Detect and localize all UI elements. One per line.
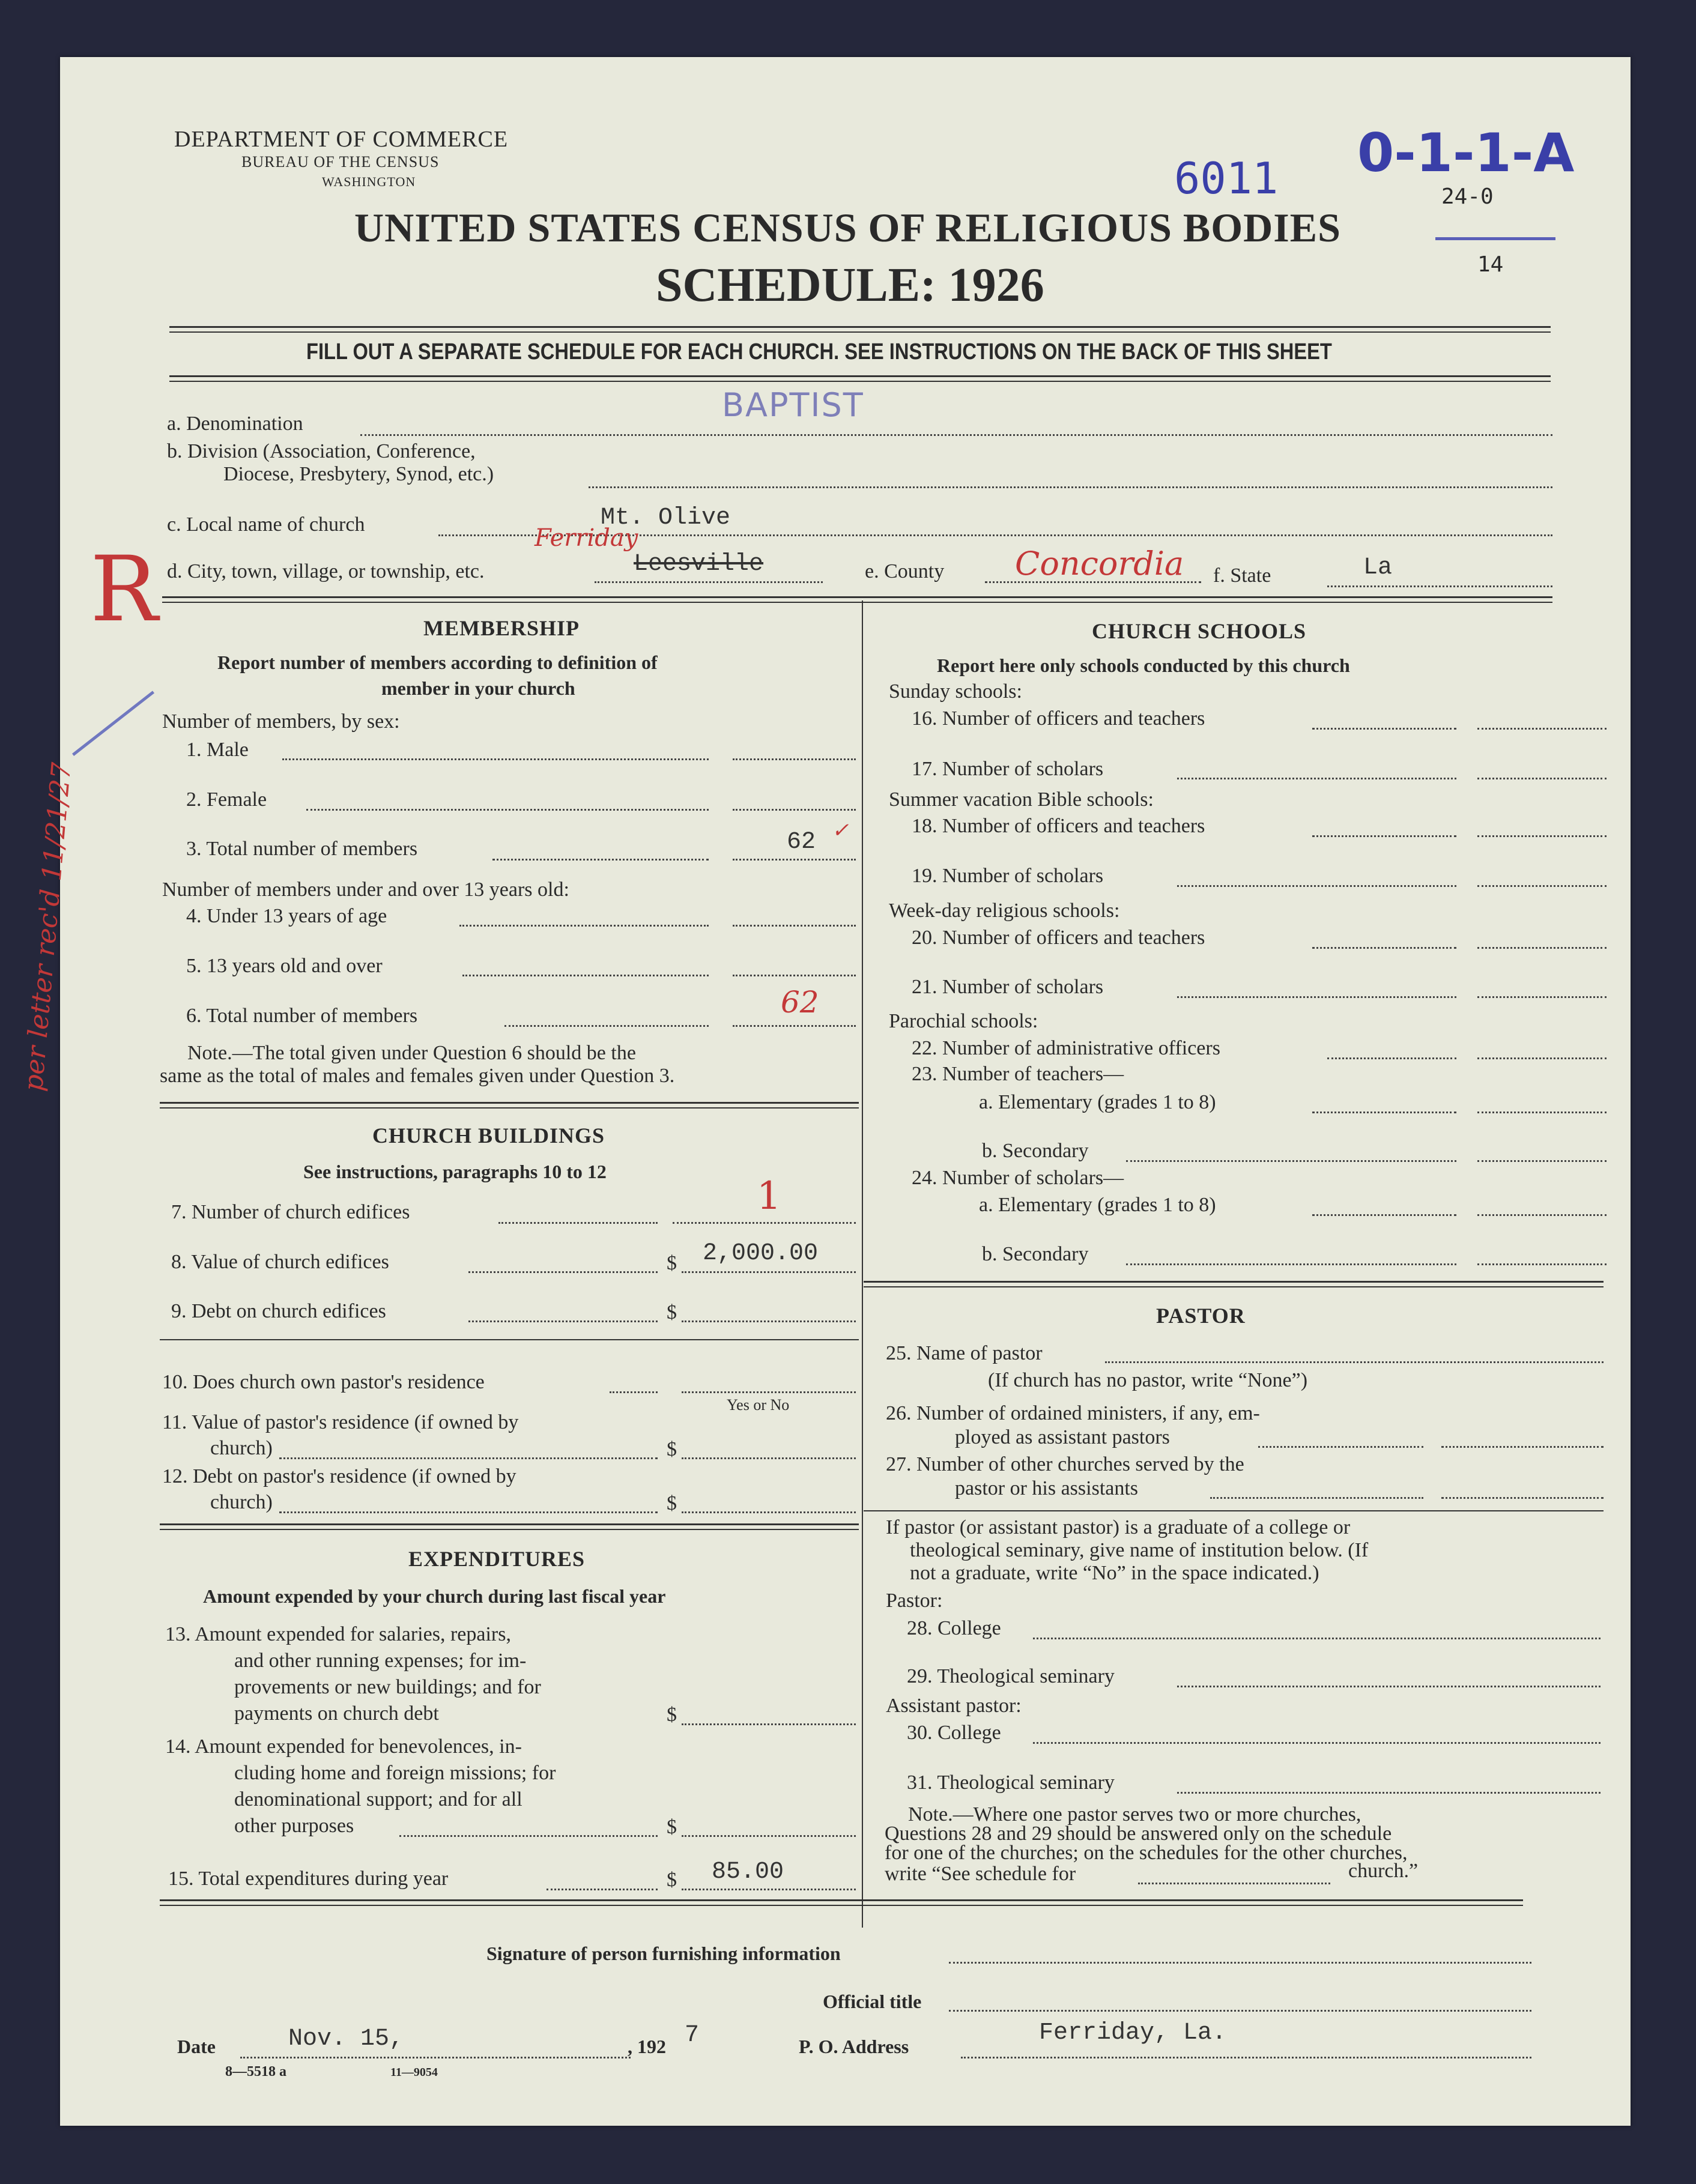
q24a-leader <box>1312 1214 1456 1216</box>
q12-dollar: $ <box>667 1492 677 1514</box>
q31-label: 31. Theological seminary <box>907 1771 1115 1794</box>
q29-label: 29. Theological seminary <box>907 1665 1115 1687</box>
q7-field[interactable] <box>673 1222 856 1224</box>
q10-hint: Yes or No <box>727 1396 790 1414</box>
q1-field[interactable] <box>733 758 856 760</box>
q18-field[interactable] <box>1477 835 1607 837</box>
pastor-note-4b: church.” <box>1348 1860 1419 1882</box>
q26-label-2: ployed as assistant pastors <box>955 1426 1170 1448</box>
q18-leader <box>1312 835 1456 837</box>
po-address-field[interactable] <box>961 2057 1531 2058</box>
schools-rule <box>864 1281 1604 1287</box>
signature-label: Signature of person furnishing information <box>486 1943 841 1964</box>
pastor-title: PASTOR <box>1156 1304 1246 1328</box>
q14-line-1: 14. Amount expended for benevolences, in- <box>165 1735 522 1758</box>
q23b-leader <box>1126 1160 1456 1162</box>
q26-field[interactable] <box>1441 1446 1604 1448</box>
q11-leader <box>279 1457 658 1459</box>
q23-label: 23. Number of teachers— <box>912 1063 1124 1085</box>
q5-label: 5. 13 years old and over <box>186 955 383 977</box>
q9-label: 9. Debt on church edifices <box>171 1300 386 1322</box>
q15-dollar: $ <box>667 1869 677 1891</box>
q19-label: 19. Number of scholars <box>912 865 1104 887</box>
q30-field[interactable] <box>1033 1742 1601 1744</box>
q13-line-2: and other running expenses; for im- <box>234 1650 527 1672</box>
q24a-field[interactable] <box>1477 1214 1607 1216</box>
q8-field[interactable] <box>682 1271 856 1273</box>
dept-name: DEPARTMENT OF COMMERCE <box>174 127 509 152</box>
signature-field[interactable] <box>949 1962 1531 1964</box>
q14-line-2: cluding home and foreign missions; for <box>234 1762 556 1784</box>
q20-label: 20. Number of officers and teachers <box>912 927 1205 949</box>
q16-label: 16. Number of officers and teachers <box>912 707 1205 730</box>
q23a-field[interactable] <box>1477 1112 1607 1113</box>
reviewer-initial: R <box>90 537 158 642</box>
q30-label: 30. College <box>907 1722 1001 1744</box>
q11-field[interactable] <box>682 1457 856 1459</box>
q15-label: 15. Total expenditures during year <box>168 1868 449 1890</box>
q28-field[interactable] <box>1033 1638 1601 1639</box>
po-address-value: Ferriday, La. <box>1039 2019 1227 2046</box>
church-name-label: c. Local name of church <box>167 513 365 536</box>
form-number: 8—5518 a <box>225 2064 286 2080</box>
q6-value: 62 <box>781 985 819 1020</box>
po-address-label: P. O. Address <box>799 2036 909 2057</box>
pastor-note-3: for one of the churches; on the schedules for the other churches, <box>885 1842 1408 1864</box>
identity-rule <box>162 596 1552 603</box>
q25-field[interactable] <box>1105 1361 1604 1363</box>
division-label: b. Division (Association, Conference, <box>167 440 476 462</box>
buildings-title: CHURCH BUILDINGS <box>372 1124 605 1148</box>
q5-leader <box>462 975 709 976</box>
q17-label: 17. Number of scholars <box>912 758 1104 780</box>
q22-label: 22. Number of administrative officers <box>912 1037 1220 1059</box>
q10-leader <box>610 1391 658 1393</box>
header-rule-2 <box>169 375 1551 382</box>
division-label-2: Diocese, Presbytery, Synod, etc.) <box>223 463 494 485</box>
pastor-note-2: Questions 28 and 29 should be answered only on the schedule <box>885 1823 1392 1845</box>
q7-leader <box>498 1222 658 1224</box>
q9-leader <box>468 1320 658 1322</box>
q10-field[interactable] <box>682 1391 856 1393</box>
sunday-label: Sunday schools: <box>889 680 1022 703</box>
q7-value: 1 <box>757 1174 781 1218</box>
year-digit: 7 <box>685 2022 700 2049</box>
grad-instructions: If pastor (or assistant pastor) is a graduate of a college or <box>886 1516 1351 1538</box>
date-label: Date <box>177 2036 216 2057</box>
q16-field[interactable] <box>1477 728 1607 730</box>
q1-label: 1. Male <box>186 739 249 761</box>
denomination-line[interactable] <box>360 434 1552 436</box>
q15-field[interactable] <box>682 1889 856 1890</box>
q3-leader <box>492 859 709 861</box>
q23a-label: a. Elementary (grades 1 to 8) <box>979 1091 1216 1113</box>
membership-subtitle: Report number of members according to definition of <box>217 652 658 673</box>
q24a-label: a. Elementary (grades 1 to 8) <box>979 1194 1216 1216</box>
official-title-field[interactable] <box>949 2010 1531 2012</box>
q23a-leader <box>1312 1112 1456 1113</box>
parochial-label: Parochial schools: <box>889 1010 1038 1032</box>
date-value: Nov. 15, <box>288 2025 404 2052</box>
pastor-note-field[interactable] <box>1138 1883 1330 1884</box>
q13-dollar: $ <box>667 1704 677 1726</box>
census-form <box>18 57 1631 2126</box>
grad-instructions-2: theological seminary, give name of institution below. (If <box>910 1539 1369 1561</box>
q26-label: 26. Number of ordained ministers, if any, em- <box>886 1402 1260 1424</box>
q20-leader <box>1312 947 1456 949</box>
q3-check: ✓ <box>832 818 849 842</box>
q4-field[interactable] <box>733 925 856 927</box>
header-rule <box>169 326 1551 333</box>
church-name-value: Mt. Olive <box>601 504 731 531</box>
q6-leader <box>504 1025 709 1027</box>
q19-field[interactable] <box>1477 885 1607 887</box>
footer-rule <box>160 1899 1523 1906</box>
schools-title: CHURCH SCHOOLS <box>1092 619 1307 643</box>
q27-leader <box>1210 1497 1423 1499</box>
weekday-label: Week-day religious schools: <box>889 900 1120 922</box>
q17-field[interactable] <box>1477 778 1607 779</box>
q2-label: 2. Female <box>186 788 267 811</box>
q22-field[interactable] <box>1477 1057 1607 1059</box>
q11-label-2: church) <box>210 1437 273 1459</box>
state-value: La <box>1363 554 1393 581</box>
q8-value: 2,000.00 <box>703 1240 819 1267</box>
q12-label-2: church) <box>210 1491 273 1513</box>
q27-field[interactable] <box>1441 1497 1604 1499</box>
city-line[interactable] <box>595 581 823 583</box>
file-note-a: 24-0 <box>1441 184 1494 209</box>
state-label: f. State <box>1213 564 1271 587</box>
q5-field[interactable] <box>733 975 856 976</box>
q25-label: 25. Name of pastor <box>886 1342 1043 1364</box>
form-title: UNITED STATES CENSUS OF RELIGIOUS BODIES <box>354 205 1341 250</box>
q11-dollar: $ <box>667 1438 677 1460</box>
q16-leader <box>1312 728 1456 730</box>
file-code-stamp: 0-1-1-A <box>1357 122 1575 184</box>
q2-field[interactable] <box>733 809 856 811</box>
division-line[interactable] <box>589 486 1552 488</box>
denomination-label: a. Denomination <box>167 413 303 435</box>
pastor-note-4: write “See schedule for <box>885 1863 1076 1885</box>
q8-label: 8. Value of church edifices <box>171 1251 389 1273</box>
q2-leader <box>306 809 709 811</box>
file-number-stamp: 6011 <box>1174 153 1279 204</box>
q24b-leader <box>1126 1263 1456 1265</box>
q24-label: 24. Number of scholars— <box>912 1167 1124 1189</box>
city-label: d. City, town, village, or township, etc. <box>167 560 485 582</box>
q13-field[interactable] <box>682 1723 856 1725</box>
q14-line-3: denominational support; and for all <box>234 1788 522 1810</box>
q21-field[interactable] <box>1477 996 1607 998</box>
schedule-title: SCHEDULE: 1926 <box>656 259 1044 312</box>
expenditures-title: EXPENDITURES <box>408 1547 586 1571</box>
pastor-rule <box>864 1510 1604 1511</box>
q15-value: 85.00 <box>712 1859 784 1886</box>
membership-note-2: same as the total of males and females given under Question 3. <box>160 1065 675 1087</box>
membership-subtitle-2: member in your church <box>381 677 575 699</box>
bureau-name: BUREAU OF THE CENSUS <box>241 153 440 171</box>
q23b-field[interactable] <box>1477 1160 1607 1162</box>
by-age-label: Number of members under and over 13 years old: <box>162 879 569 901</box>
q25-hint: (If church has no pastor, write “None”) <box>988 1369 1308 1391</box>
county-label: e. County <box>865 560 945 582</box>
q13-line-3: provements or new buildings; and for <box>234 1676 541 1698</box>
q12-label: 12. Debt on pastor's residence (if owned by <box>162 1465 516 1487</box>
q8-dollar: $ <box>667 1252 677 1274</box>
expenditures-subtitle: Amount expended by your church during last fiscal year <box>203 1585 666 1607</box>
q14-field[interactable] <box>682 1835 856 1837</box>
membership-title: MEMBERSHIP <box>423 616 580 640</box>
q3-label: 3. Total number of members <box>186 838 418 860</box>
q7-label: 7. Number of church edifices <box>171 1201 410 1223</box>
q18-label: 18. Number of officers and teachers <box>912 815 1205 837</box>
denomination-value: BAPTIST <box>722 386 864 424</box>
column-divider <box>862 600 863 1928</box>
date-field[interactable] <box>240 2057 631 2058</box>
q9-field[interactable] <box>682 1320 856 1322</box>
q27-label-2: pastor or his assistants <box>955 1477 1139 1499</box>
q20-field[interactable] <box>1477 947 1607 949</box>
buildings-rule-2 <box>160 1523 859 1530</box>
county-value: Concordia <box>1015 545 1184 582</box>
q23b-label: b. Secondary <box>982 1140 1089 1162</box>
grad-instructions-3: not a graduate, write “No” in the space indicated.) <box>910 1562 1319 1584</box>
q9-dollar: $ <box>667 1301 677 1323</box>
city-correction: Ferriday <box>535 524 638 552</box>
membership-rule <box>160 1102 859 1109</box>
q27-label: 27. Number of other churches served by the <box>886 1453 1244 1475</box>
q8-leader <box>468 1271 658 1273</box>
print-number: 11—9054 <box>390 2066 438 2079</box>
state-line[interactable] <box>1327 585 1552 587</box>
q1-leader <box>282 758 709 760</box>
q21-leader <box>1177 996 1456 998</box>
q4-leader <box>459 925 709 927</box>
q28-label: 28. College <box>907 1617 1001 1639</box>
q15-leader <box>547 1889 658 1890</box>
blue-rule <box>1435 237 1555 240</box>
buildings-subtitle: See instructions, paragraphs 10 to 12 <box>303 1161 607 1182</box>
q24b-label: b. Secondary <box>982 1243 1089 1265</box>
assistant-sub-label: Assistant pastor: <box>886 1695 1022 1717</box>
q14-dollar: $ <box>667 1816 677 1838</box>
buildings-rule <box>160 1339 859 1340</box>
q4-label: 4. Under 13 years of age <box>186 905 387 927</box>
q17-leader <box>1177 778 1456 779</box>
q14-leader <box>399 1835 658 1837</box>
year-prefix: , 192 <box>628 2036 666 2057</box>
q22-leader <box>1327 1057 1456 1059</box>
official-title-label: Official title <box>823 1991 922 2012</box>
q31-field[interactable] <box>1177 1792 1601 1794</box>
q11-label: 11. Value of pastor's residence (if owned by <box>162 1411 519 1433</box>
membership-note: Note.—The total given under Question 6 should be the <box>187 1042 636 1064</box>
q12-field[interactable] <box>682 1511 856 1513</box>
q24b-field[interactable] <box>1477 1263 1607 1265</box>
q6-field[interactable] <box>733 1025 856 1027</box>
q19-leader <box>1177 885 1456 887</box>
summer-label: Summer vacation Bible schools: <box>889 788 1154 811</box>
q10-label: 10. Does church own pastor's residence <box>162 1371 485 1393</box>
city-value: Leesville <box>634 551 764 578</box>
q12-leader <box>279 1511 658 1513</box>
q3-value: 62 <box>787 829 816 856</box>
pastor-sub-label: Pastor: <box>886 1590 943 1612</box>
q14-line-4: other purposes <box>234 1815 354 1837</box>
instructions-banner: FILL OUT A SEPARATE SCHEDULE FOR EACH CHURCH. SEE INSTRUCTIONS ON THE BACK OF THIS SHEET <box>306 339 1332 365</box>
city-name: WASHINGTON <box>322 174 416 189</box>
q13-line-1: 13. Amount expended for salaries, repairs, <box>165 1623 511 1645</box>
blue-pencil-mark <box>72 691 154 756</box>
q26-leader <box>1258 1446 1423 1448</box>
q29-field[interactable] <box>1177 1686 1601 1687</box>
margin-note: per letter rec'd 11/21/27 <box>18 761 77 1093</box>
q21-label: 21. Number of scholars <box>912 976 1104 998</box>
file-note-b: 14 <box>1477 252 1504 277</box>
by-sex-label: Number of members, by sex: <box>162 710 400 733</box>
schools-subtitle: Report here only schools conducted by this church <box>937 655 1350 676</box>
pastor-note: Note.—Where one pastor serves two or more churches, <box>908 1803 1361 1826</box>
q3-field[interactable] <box>733 859 856 861</box>
q6-label: 6. Total number of members <box>186 1005 418 1027</box>
q13-line-4: payments on church debt <box>234 1702 439 1725</box>
